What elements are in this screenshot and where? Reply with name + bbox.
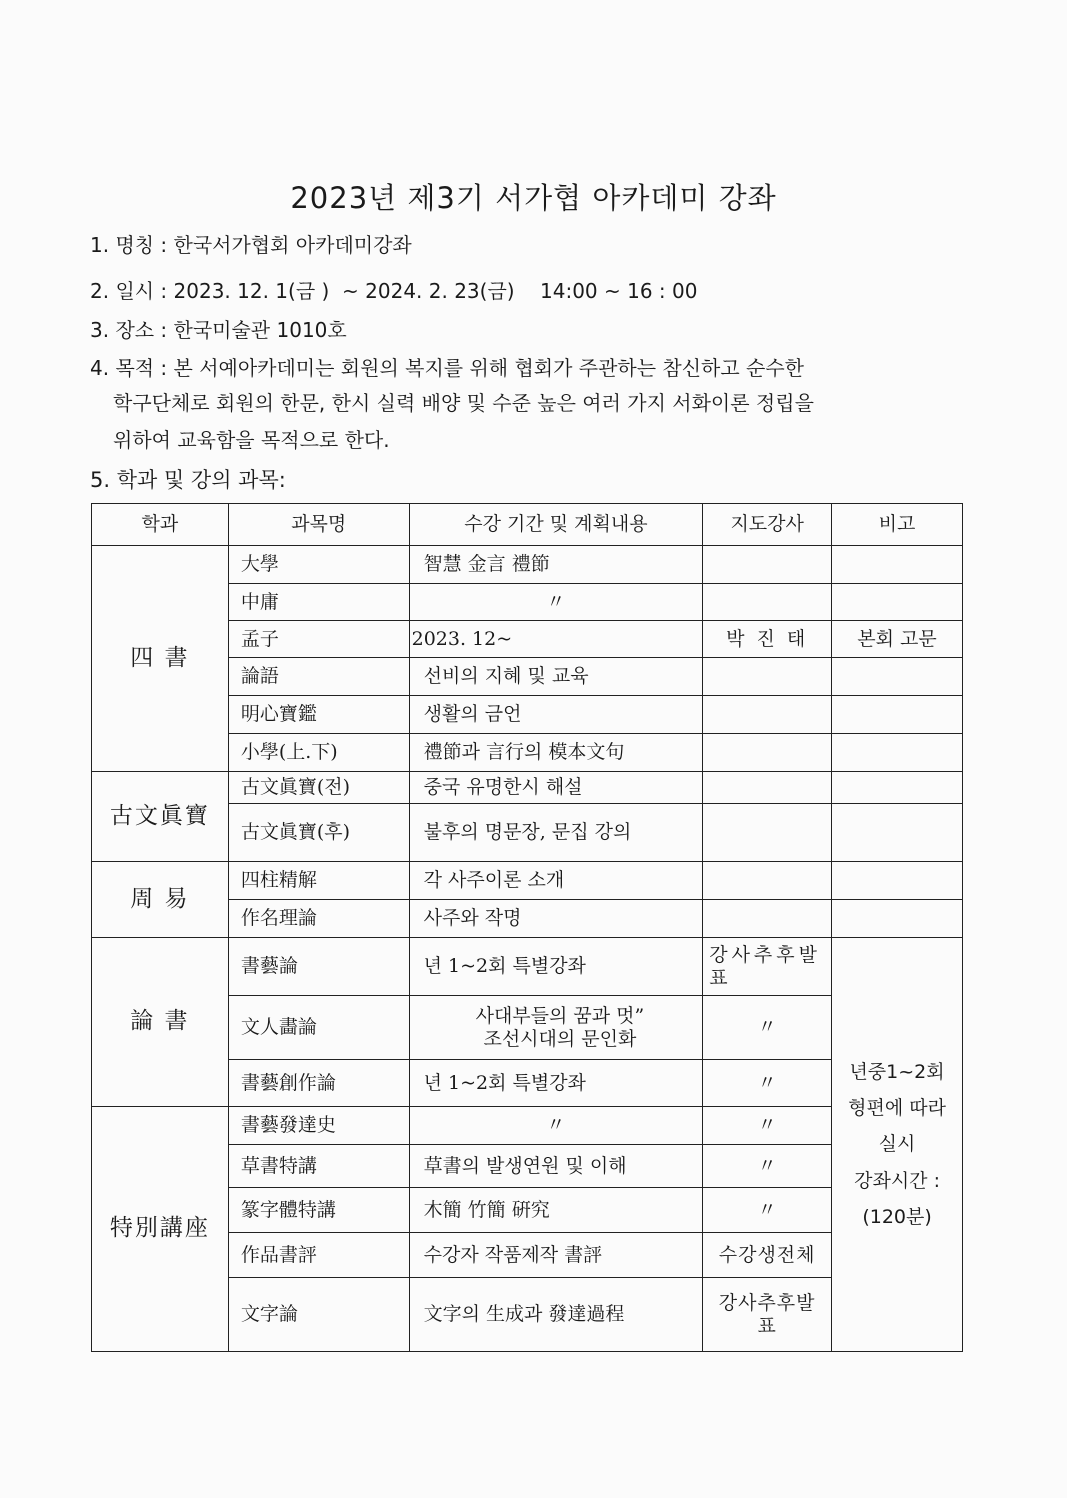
subject-cell: 文字論 [228,1278,409,1352]
subject-cell: 小學(上.下) [228,734,409,772]
instructor-cell [703,804,832,862]
subject-cell: 書藝創作論 [228,1060,409,1107]
course-table [91,503,963,1352]
plan-cell: 禮節과 言行의 模本文句 [409,734,703,772]
note-line: 실시 [878,1133,916,1156]
instructor-cell [703,546,832,584]
plan-cell: 木簡 竹簡 硏究 [409,1188,703,1233]
plan-cell: 〃 [409,584,703,621]
subject-cell: 篆字體特講 [228,1188,409,1233]
instructor-cell [703,734,832,772]
table-row [92,772,963,804]
plan-cell: 智慧 金言 禮節 [409,546,703,584]
item-purpose-line1: 4. 목적 : 본 서예아카데미는 회원의 복지를 위해 협회가 주관하는 참신하고 순수한 [90,356,804,380]
dept-cell: 論 書 [92,938,229,1107]
instructor-cell: 박 진 태 [703,621,832,658]
table-row [92,546,963,584]
dept-cell: 四 書 [92,546,229,772]
subject-cell: 中庸 [228,584,409,621]
note-cell [832,900,963,938]
instructor-cell [703,900,832,938]
instructor-cell: 〃 [703,1188,832,1233]
instructor-cell: 강사추후발표 [703,938,832,996]
subject-cell: 明心寶鑑 [228,696,409,734]
instructor-cell [703,584,832,621]
subject-cell: 論語 [228,658,409,696]
instructor-cell [703,772,832,804]
instructor-cell [703,862,832,900]
header-plan: 수강 기간 및 계획내용 [409,504,703,546]
subject-cell: 作品書評 [228,1233,409,1278]
item-courses-heading: 5. 학과 및 강의 과목: [90,468,286,492]
item-purpose-line2: 학구단체로 회원의 한문, 한시 실력 배양 및 수준 높은 여러 가지 서화이론 정립을 [113,391,814,415]
instructor-cell [703,696,832,734]
plan-cell: 〃 [409,1107,703,1145]
instructor-cell [703,658,832,696]
dept-cell: 特別講座 [92,1107,229,1352]
plan-cell: 년 1~2회 특별강좌 [409,938,703,996]
subject-cell: 書藝論 [228,938,409,996]
subject-cell: 文人畵論 [228,996,409,1060]
note-cell [832,546,963,584]
instructor-cell: 〃 [703,1145,832,1188]
subject-cell: 書藝發達史 [228,1107,409,1145]
plan-cell: 草書의 발생연원 및 이해 [409,1145,703,1188]
subject-cell: 古文眞寶(후) [228,804,409,862]
note-cell [832,862,963,900]
plan-line: 조선시대의 문인화 [483,1027,637,1050]
instructor-cell: 〃 [703,996,832,1060]
subject-cell: 草書特講 [228,1145,409,1188]
table-header-row [92,504,963,546]
note-cell [832,734,963,772]
note-cell [832,658,963,696]
note-line: (120분) [862,1205,932,1228]
item-name: 1. 명칭 : 한국서가협회 아카데미강좌 [90,233,412,257]
dept-cell: 古文眞寶 [92,772,229,862]
note-line: 형편에 따라 [848,1097,946,1120]
note-cell [832,772,963,804]
note-cell [832,804,963,862]
plan-cell: 文字의 生成과 發達過程 [409,1278,703,1352]
header-dept: 학과 [92,504,229,546]
instructor-cell: 수강생전체 [703,1233,832,1278]
plan-cell [409,996,703,1060]
document-title: 2023년 제3기 서가협 아카데미 강좌 [290,181,777,215]
plan-cell: 불후의 명문장, 문집 강의 [409,804,703,862]
plan-line: 사대부들의 꿈과 멋” [475,1004,645,1027]
note-line: 강좌시간 : [854,1169,940,1192]
plan-cell: 년 1~2회 특별강좌 [409,1060,703,1107]
header-subject: 과목명 [228,504,409,546]
plan-cell: 중국 유명한시 해설 [409,772,703,804]
subject-cell: 古文眞寶(전) [228,772,409,804]
instructor-cell: 〃 [703,1107,832,1145]
item-date: 2. 일시 : 2023. 12. 1(금 ) ~ 2024. 2. 23(금) 14:00 ~ 16 : 00 [90,279,698,303]
header-instructor: 지도강사 [703,504,832,546]
plan-cell: 선비의 지혜 및 교육 [409,658,703,696]
item-purpose-line3: 위하여 교육함을 목적으로 한다. [113,428,390,452]
note-line: 년중1~2회 [849,1061,945,1084]
subject-cell: 作名理論 [228,900,409,938]
item-place: 3. 장소 : 한국미술관 1010호 [90,318,347,342]
plan-cell: 사주와 작명 [409,900,703,938]
instructor-cell: 강사추후발표 [703,1278,832,1352]
merged-note-cell [832,938,963,1352]
table-row [92,862,963,900]
subject-cell: 大學 [228,546,409,584]
plan-cell: 수강자 작품제작 書評 [409,1233,703,1278]
note-cell [832,696,963,734]
subject-cell: 孟子 [228,621,409,658]
note-cell: 본회 고문 [832,621,963,658]
plan-cell: 각 사주이론 소개 [409,862,703,900]
plan-cell: 2023. 12~ [409,621,703,658]
header-note: 비고 [832,504,963,546]
table-row [92,938,963,996]
dept-cell: 周 易 [92,862,229,938]
note-cell [832,584,963,621]
instructor-cell: 〃 [703,1060,832,1107]
subject-cell: 四柱精解 [228,862,409,900]
plan-cell: 생활의 금언 [409,696,703,734]
